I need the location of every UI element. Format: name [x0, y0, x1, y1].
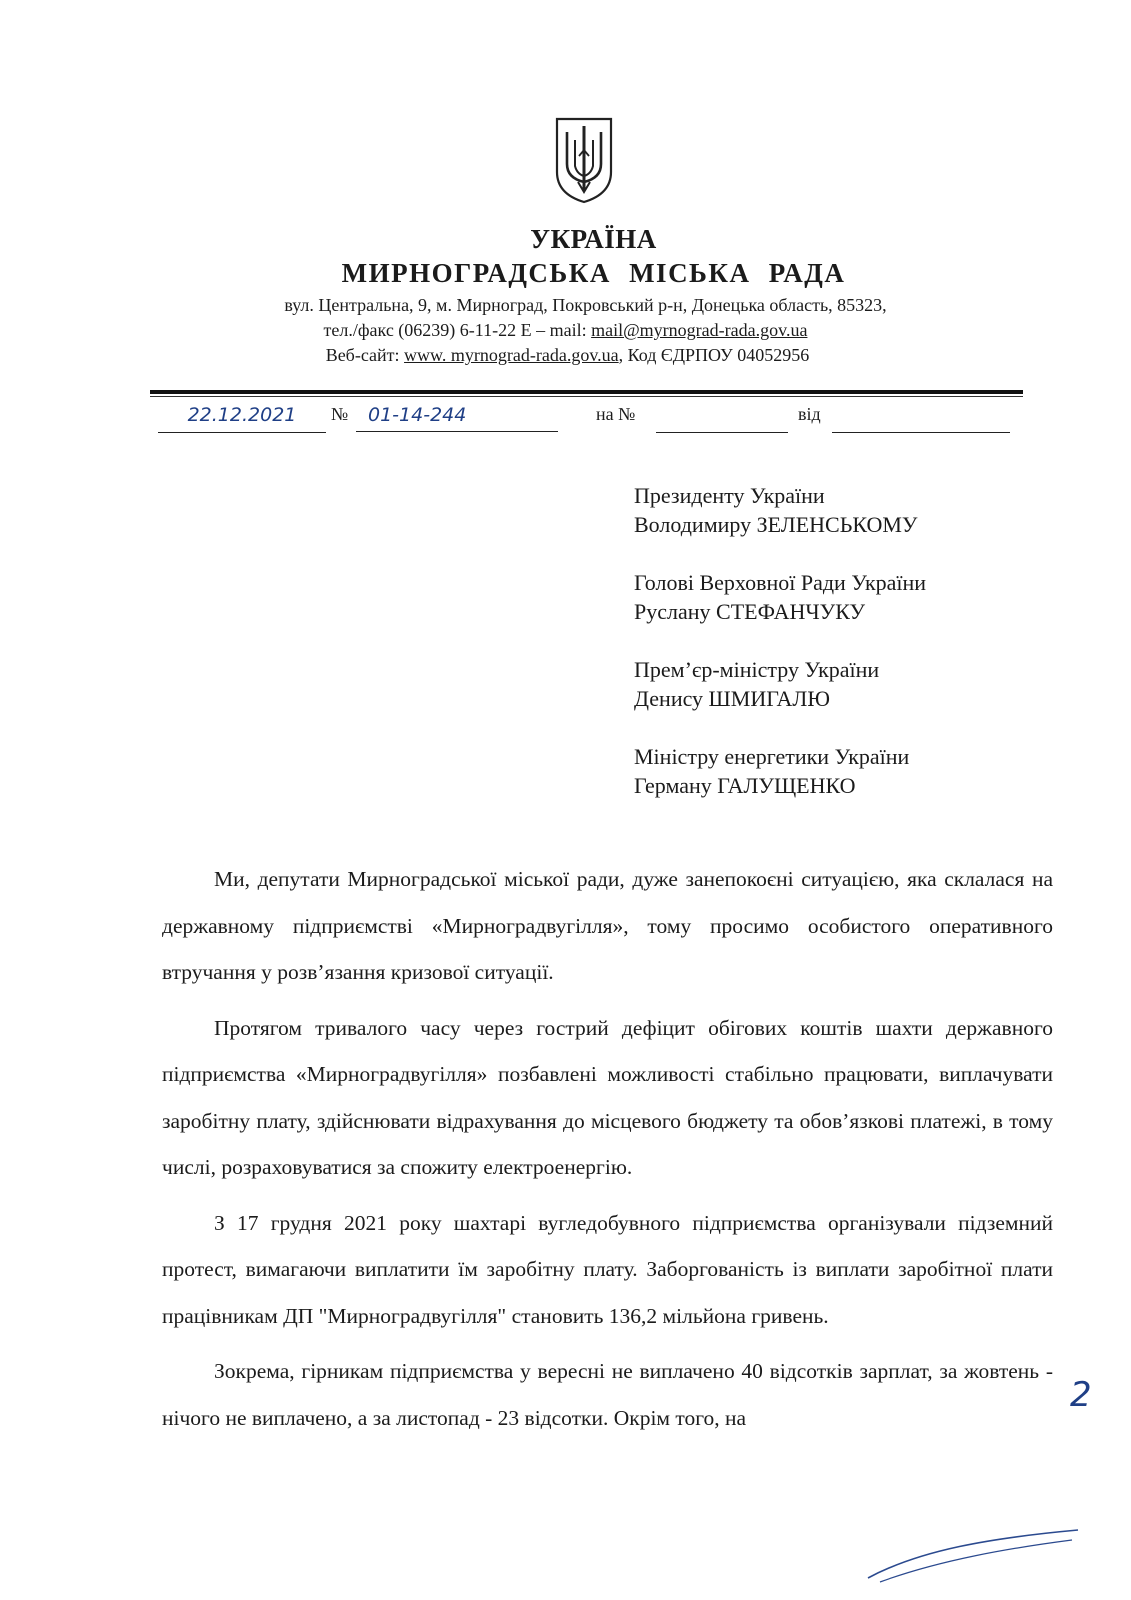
handwritten-page-number — [1068, 1372, 1094, 1414]
body-paragraph: Зокрема, гірникам підприємства у вересні не виплачено 40 відсотків зарплат, за жовтень - нічого не виплачено, а за листопад - 23 відсотки. Окрім того, на — [162, 1359, 1053, 1430]
edrpou-code: , Код ЄДРПОУ 04052956 — [618, 345, 810, 365]
addressee-prime-minister — [634, 655, 926, 713]
website-label: Веб-сайт: — [325, 345, 405, 365]
addressee-name: Денису ШМИГАЛЮ — [634, 686, 830, 711]
svg-text:2: 2 — [1070, 1375, 1092, 1414]
contact-line — [0, 318, 1131, 342]
body-paragraph: Протягом тривалого часу через гострий дефіцит обігових коштів шахти державного підприємства «Мирноградвугілля» позбавлені можливості стабільно працювати, виплачувати заробітну плату, здійснювати відрахування до місцевого бюджету та обов’язкові платежі, в тому числі, розраховуватися за спожиту електроенергію. — [162, 1015, 1053, 1179]
addressee-position: Голові Верховної Ради України — [634, 570, 927, 595]
website-line — [2, 343, 1131, 367]
from-date-blank — [832, 404, 1010, 433]
addressee-name: Володимиру ЗЕЛЕНСЬКОМУ — [634, 512, 918, 537]
body-paragraph: З 17 грудня 2021 року шахтарі вугледобувного підприємства організували підземний протест, вимагаючи виплатити їм заробітну плату. Заборгованість із виплати заробітної плати працівникам ДП "Мирноградвугілля" становить 136,2 мільйона гривень. — [162, 1210, 1053, 1328]
header-divider-thick — [150, 390, 1023, 394]
email-link[interactable]: mail@myrnograd-rada.gov.ua — [591, 320, 808, 340]
addressee-energy-minister — [634, 742, 926, 800]
coat-of-arms-trident-icon — [553, 116, 615, 204]
addressee-name: Руслану СТЕФАНЧУКУ — [634, 599, 866, 624]
addressee-position: Міністру енергетики України — [634, 744, 910, 769]
number-label: № — [331, 404, 349, 424]
addressee-name: Герману ГАЛУЩЕНКО — [634, 773, 856, 798]
council-title: МИРНОГРАДСЬКА МІСЬКА РАДА — [341, 258, 846, 288]
from-label: від — [798, 404, 821, 424]
addressee-parliament-chair — [634, 568, 926, 626]
outgoing-date: 22.12.2021 — [158, 404, 326, 433]
addressee-position: Прем’єр-міністру України — [634, 657, 880, 682]
phone-fax: тел./факс (06239) 6-11-22 Е – mail: — [323, 320, 592, 340]
addressee-president — [634, 481, 926, 539]
website-link[interactable]: www. myrnograd-rada.gov.ua — [404, 345, 619, 365]
in-reply-number-blank — [656, 404, 788, 433]
country-title: УКРАЇНА — [530, 224, 657, 254]
addressee-position: Президенту України — [634, 483, 825, 508]
addressee-block — [634, 481, 926, 829]
outgoing-number: 01-14-244 — [356, 404, 558, 432]
header-divider-thin — [150, 396, 1023, 397]
letter-body — [162, 856, 1053, 1450]
body-paragraph: Ми, депутати Мирноградської міської ради, дуже занепокоєні ситуацією, яка склалася на державному підприємстві «Мирноградвугілля», тому просимо особистого оперативного втручання у розв’язання кризової ситуації. — [162, 867, 1053, 984]
signature-stroke — [860, 1500, 1090, 1590]
in-reply-label: на № — [596, 404, 636, 424]
council-address: вул. Центральна, 9, м. Мирноград, Покровський р-н, Донецька область, 85323, — [284, 295, 887, 315]
